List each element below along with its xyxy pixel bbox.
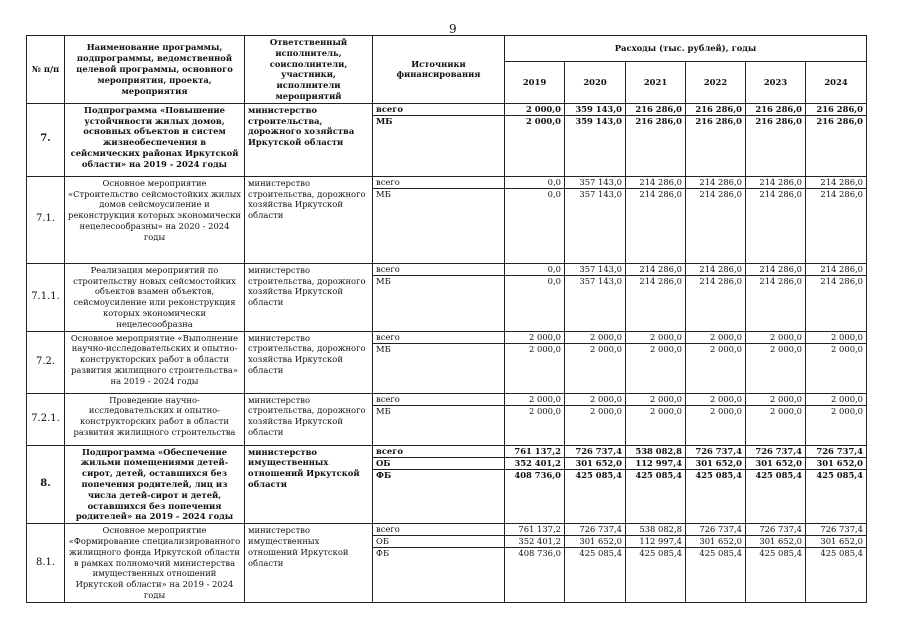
- expense-value: 761 137,2: [505, 446, 564, 458]
- expense-value: 359 143,0: [575, 115, 622, 126]
- expense-value: 214 286,0: [686, 177, 745, 189]
- page-number: 9: [449, 22, 457, 36]
- expense-value: 2 000,0: [831, 343, 864, 354]
- row-name: Основное мероприятие «Выполнение научно-исследовательских и опытно-конструкторских работ в области развития жилищного строительства» на 2019 - 2024 годы: [65, 331, 245, 393]
- expense-value: 357 143,0: [579, 275, 622, 286]
- year-value-cell: [626, 331, 686, 393]
- row-executor: министерство строительства, дорожного хозяйства Иркутской области: [245, 103, 373, 176]
- expense-value: 2 000,0: [505, 104, 564, 116]
- expense-value: 2 000,0: [590, 343, 622, 354]
- year-value-cell: [806, 263, 867, 331]
- expense-value: 2 000,0: [746, 394, 805, 406]
- expense-value: 726 737,4: [746, 524, 805, 536]
- header-year: 2024: [806, 62, 867, 104]
- row-number: 7.: [27, 103, 65, 176]
- year-value-cell: [505, 393, 565, 445]
- expense-value: 538 082,8: [626, 446, 685, 458]
- expense-value: 214 286,0: [626, 177, 685, 189]
- expense-value: 301 652,0: [565, 536, 625, 548]
- source-cell: [373, 393, 505, 445]
- expense-value: 425 085,4: [575, 469, 622, 480]
- expense-value: 216 286,0: [686, 104, 745, 116]
- expense-value: 301 652,0: [686, 536, 745, 548]
- row-number: 7.2.: [27, 331, 65, 393]
- expense-value: 726 737,4: [746, 446, 805, 458]
- source-label: всего: [373, 446, 504, 458]
- year-value-cell: [505, 445, 565, 524]
- expense-value: 301 652,0: [565, 458, 625, 470]
- expense-value: 214 286,0: [759, 188, 802, 199]
- year-value-cell: [626, 103, 686, 176]
- year-value-cell: [746, 393, 806, 445]
- row-executor: министерство строительства, дорожного хозяйства Иркутской области: [245, 393, 373, 445]
- expense-value: 214 286,0: [699, 188, 742, 199]
- header-num: № п/п: [27, 36, 65, 104]
- expense-value: 112 997,4: [626, 536, 685, 548]
- year-value-cell: [686, 103, 746, 176]
- expense-value: 301 652,0: [746, 458, 805, 470]
- expense-value: 2 000,0: [710, 343, 742, 354]
- year-value-cell: [565, 103, 626, 176]
- year-value-cell: [686, 331, 746, 393]
- row-executor: министерство строительства, дорожного хозяйства Иркутской области: [245, 263, 373, 331]
- year-value-cell: [686, 445, 746, 524]
- expense-value: 2 000,0: [806, 394, 866, 406]
- expense-value: 726 737,4: [806, 446, 866, 458]
- expense-value: 425 085,4: [635, 469, 682, 480]
- expense-value: 214 286,0: [820, 188, 864, 199]
- year-value-cell: [626, 524, 686, 603]
- expense-value: 761 137,2: [505, 524, 564, 536]
- year-value-cell: [746, 524, 806, 603]
- expense-value: 2 000,0: [626, 394, 685, 406]
- expense-value: 352 401,2: [505, 458, 564, 470]
- year-value-cell: [565, 176, 626, 263]
- expense-value: 214 286,0: [806, 264, 866, 276]
- budget-table: [26, 35, 867, 603]
- expense-value: 2 000,0: [770, 343, 802, 354]
- expense-value: 2 000,0: [529, 405, 561, 416]
- expense-value: 301 652,0: [686, 458, 745, 470]
- expense-value: 726 737,4: [565, 446, 625, 458]
- expense-value: 214 286,0: [639, 188, 682, 199]
- year-value-cell: [746, 103, 806, 176]
- source-label: МБ: [376, 275, 391, 286]
- table-row: [27, 445, 867, 524]
- expense-value: 357 143,0: [579, 188, 622, 199]
- year-value-cell: [806, 393, 867, 445]
- expense-value: 216 286,0: [695, 115, 742, 126]
- year-value-cell: [806, 176, 867, 263]
- expense-value: 425 085,4: [639, 548, 682, 559]
- year-value-cell: [626, 445, 686, 524]
- source-label: МБ: [376, 405, 391, 416]
- header-year: 2023: [746, 62, 806, 104]
- header-year: 2021: [626, 62, 686, 104]
- expense-value: 726 737,4: [686, 524, 745, 536]
- source-label: МБ: [376, 115, 393, 126]
- expense-value: 0,0: [547, 188, 561, 199]
- row-number: 7.1.: [27, 176, 65, 263]
- source-cell: [373, 176, 505, 263]
- year-value-cell: [746, 176, 806, 263]
- source-label: всего: [373, 332, 504, 344]
- year-value-cell: [505, 524, 565, 603]
- expense-value: 214 286,0: [759, 275, 802, 286]
- expense-value: 352 401,2: [505, 536, 564, 548]
- row-executor: министерство строительства, дорожного хозяйства Иркутской области: [245, 331, 373, 393]
- expense-value: 2 000,0: [746, 332, 805, 344]
- row-name: Основное мероприятие «Строительство сейсмостойких жилых домов сейсмоусиление и реконструкция которых экономически нецелесообразны» на 2020 - 2024 годы: [65, 176, 245, 263]
- table-row: [27, 176, 867, 263]
- expense-value: 214 286,0: [699, 275, 742, 286]
- source-cell: [373, 331, 505, 393]
- expense-value: 425 085,4: [579, 548, 622, 559]
- row-number: 8.: [27, 445, 65, 524]
- row-name: Реализация мероприятий по строительству новых сейсмостойких объектов взамен объектов, сейсмоусиление или реконструкция которых экономически нецелесообразна: [65, 263, 245, 331]
- expense-value: 214 286,0: [626, 264, 685, 276]
- expense-value: 357 143,0: [565, 177, 625, 189]
- row-executor: министерство строительства, дорожного хозяйства Иркутской области: [245, 176, 373, 263]
- year-value-cell: [686, 176, 746, 263]
- year-value-cell: [806, 103, 867, 176]
- row-name: Подпрограмма «Повышение устойчивости жилых домов, основных объектов и систем жизнеобеспечения в сейсмических районах Иркутской области» на 2019 - 2024 годы: [65, 103, 245, 176]
- expense-value: 425 085,4: [755, 469, 802, 480]
- year-value-cell: [746, 263, 806, 331]
- expense-value: 425 085,4: [699, 548, 742, 559]
- year-value-cell: [806, 524, 867, 603]
- header-name: Наименование программы, подпрограммы, ведомственной целевой программы, основного мероприятия, проекта, мероприятия: [65, 36, 245, 104]
- source-label: ОБ: [373, 536, 504, 548]
- expense-value: 726 737,4: [565, 524, 625, 536]
- expense-value: 112 997,4: [626, 458, 685, 470]
- expense-value: 425 085,4: [820, 548, 864, 559]
- expense-value: 408 736,0: [514, 469, 561, 480]
- expense-value: 408 736,0: [518, 548, 561, 559]
- expense-value: 2 000,0: [831, 405, 864, 416]
- year-value-cell: [565, 331, 626, 393]
- expense-value: 214 286,0: [820, 275, 864, 286]
- header-executor: Ответственный исполнитель, соисполнители, участники, исполнители мероприятий: [245, 36, 373, 104]
- year-value-cell: [565, 524, 626, 603]
- expense-value: 216 286,0: [806, 104, 866, 116]
- year-value-cell: [746, 331, 806, 393]
- expense-value: 357 143,0: [565, 264, 625, 276]
- header-source: Источники финансирования: [373, 36, 505, 104]
- expense-value: 538 082,8: [626, 524, 685, 536]
- source-label: всего: [373, 264, 504, 276]
- table-row: [27, 393, 867, 445]
- expense-value: 216 286,0: [755, 115, 802, 126]
- source-cell: [373, 524, 505, 603]
- expense-value: 214 286,0: [686, 264, 745, 276]
- expense-value: 2 000,0: [650, 405, 682, 416]
- expense-value: 2 000,0: [626, 332, 685, 344]
- expense-value: 2 000,0: [770, 405, 802, 416]
- source-label: всего: [373, 104, 504, 116]
- source-cell: [373, 103, 505, 176]
- row-name: Проведение научно-исследовательских и опытно-конструкторских работ в области развития жилищного строительства: [65, 393, 245, 445]
- expense-value: 2 000,0: [505, 332, 564, 344]
- expense-value: 2 000,0: [686, 394, 745, 406]
- year-value-cell: [746, 445, 806, 524]
- expense-value: 2 000,0: [650, 343, 682, 354]
- row-number: 7.2.1.: [27, 393, 65, 445]
- year-value-cell: [565, 445, 626, 524]
- expense-value: 214 286,0: [746, 177, 805, 189]
- source-cell: [373, 445, 505, 524]
- year-value-cell: [565, 393, 626, 445]
- expense-value: 216 286,0: [816, 115, 864, 126]
- year-value-cell: [626, 176, 686, 263]
- source-label: МБ: [376, 343, 391, 354]
- source-label: всего: [373, 394, 504, 406]
- source-cell: [373, 263, 505, 331]
- year-value-cell: [626, 263, 686, 331]
- expense-value: 0,0: [505, 177, 564, 189]
- row-executor: министерство имущественных отношений Иркутской области: [245, 524, 373, 603]
- year-value-cell: [505, 263, 565, 331]
- expense-value: 301 652,0: [746, 536, 805, 548]
- row-executor: министерство имущественных отношений Иркутской области: [245, 445, 373, 524]
- source-label: ФБ: [376, 548, 390, 559]
- expense-value: 425 085,4: [695, 469, 742, 480]
- expense-value: 214 286,0: [806, 177, 866, 189]
- expense-value: 425 085,4: [816, 469, 864, 480]
- year-value-cell: [806, 445, 867, 524]
- expense-value: 726 737,4: [806, 524, 866, 536]
- row-number: 8.1.: [27, 524, 65, 603]
- year-value-cell: [686, 263, 746, 331]
- row-number: 7.1.1.: [27, 263, 65, 331]
- row-name: Основное мероприятие «Формирование специализированного жилищного фонда Иркутской области в рамках полномочий министерства имущественных отношений Иркутской области» на 2019 - 2024 годы: [65, 524, 245, 603]
- expense-value: 2 000,0: [565, 394, 625, 406]
- header-year: 2019: [505, 62, 565, 104]
- expense-value: 726 737,4: [686, 446, 745, 458]
- header-year: 2022: [686, 62, 746, 104]
- expense-value: 2 000,0: [526, 115, 561, 126]
- expense-value: 214 286,0: [639, 275, 682, 286]
- source-label: ФБ: [376, 469, 392, 480]
- expense-value: 301 652,0: [806, 458, 866, 470]
- expense-value: 2 000,0: [590, 405, 622, 416]
- table-row: [27, 524, 867, 603]
- expense-value: 0,0: [505, 264, 564, 276]
- expense-value: 216 286,0: [626, 104, 685, 116]
- row-name: Подпрограмма «Обеспечение жильми помещениями детей-сирот, детей, оставшихся без попечения родителей, лиц из числа детей-сирот и детей, оставшихся без попечения родителей» на 2019 - 2024 годы: [65, 445, 245, 524]
- expense-value: 216 286,0: [746, 104, 805, 116]
- expense-value: 2 000,0: [505, 394, 564, 406]
- expense-value: 214 286,0: [746, 264, 805, 276]
- source-label: ОБ: [373, 458, 504, 470]
- expense-value: 0,0: [547, 275, 561, 286]
- table-row: [27, 103, 867, 176]
- table-row: [27, 331, 867, 393]
- source-label: всего: [373, 524, 504, 536]
- year-value-cell: [505, 176, 565, 263]
- expense-value: 216 286,0: [635, 115, 682, 126]
- year-value-cell: [686, 524, 746, 603]
- expense-value: 2 000,0: [529, 343, 561, 354]
- expense-value: 359 143,0: [565, 104, 625, 116]
- source-label: МБ: [376, 188, 391, 199]
- source-label: всего: [373, 177, 504, 189]
- year-value-cell: [686, 393, 746, 445]
- expense-value: 301 652,0: [806, 536, 866, 548]
- expense-value: 2 000,0: [686, 332, 745, 344]
- year-value-cell: [505, 103, 565, 176]
- expense-value: 2 000,0: [565, 332, 625, 344]
- expense-value: 2 000,0: [710, 405, 742, 416]
- year-value-cell: [626, 393, 686, 445]
- year-value-cell: [806, 331, 867, 393]
- table-row: [27, 263, 867, 331]
- header-year: 2020: [565, 62, 626, 104]
- expense-value: 425 085,4: [759, 548, 802, 559]
- header-expenses: Расходы (тыс. рублей), годы: [505, 36, 867, 62]
- expense-value: 2 000,0: [806, 332, 866, 344]
- year-value-cell: [565, 263, 626, 331]
- year-value-cell: [505, 331, 565, 393]
